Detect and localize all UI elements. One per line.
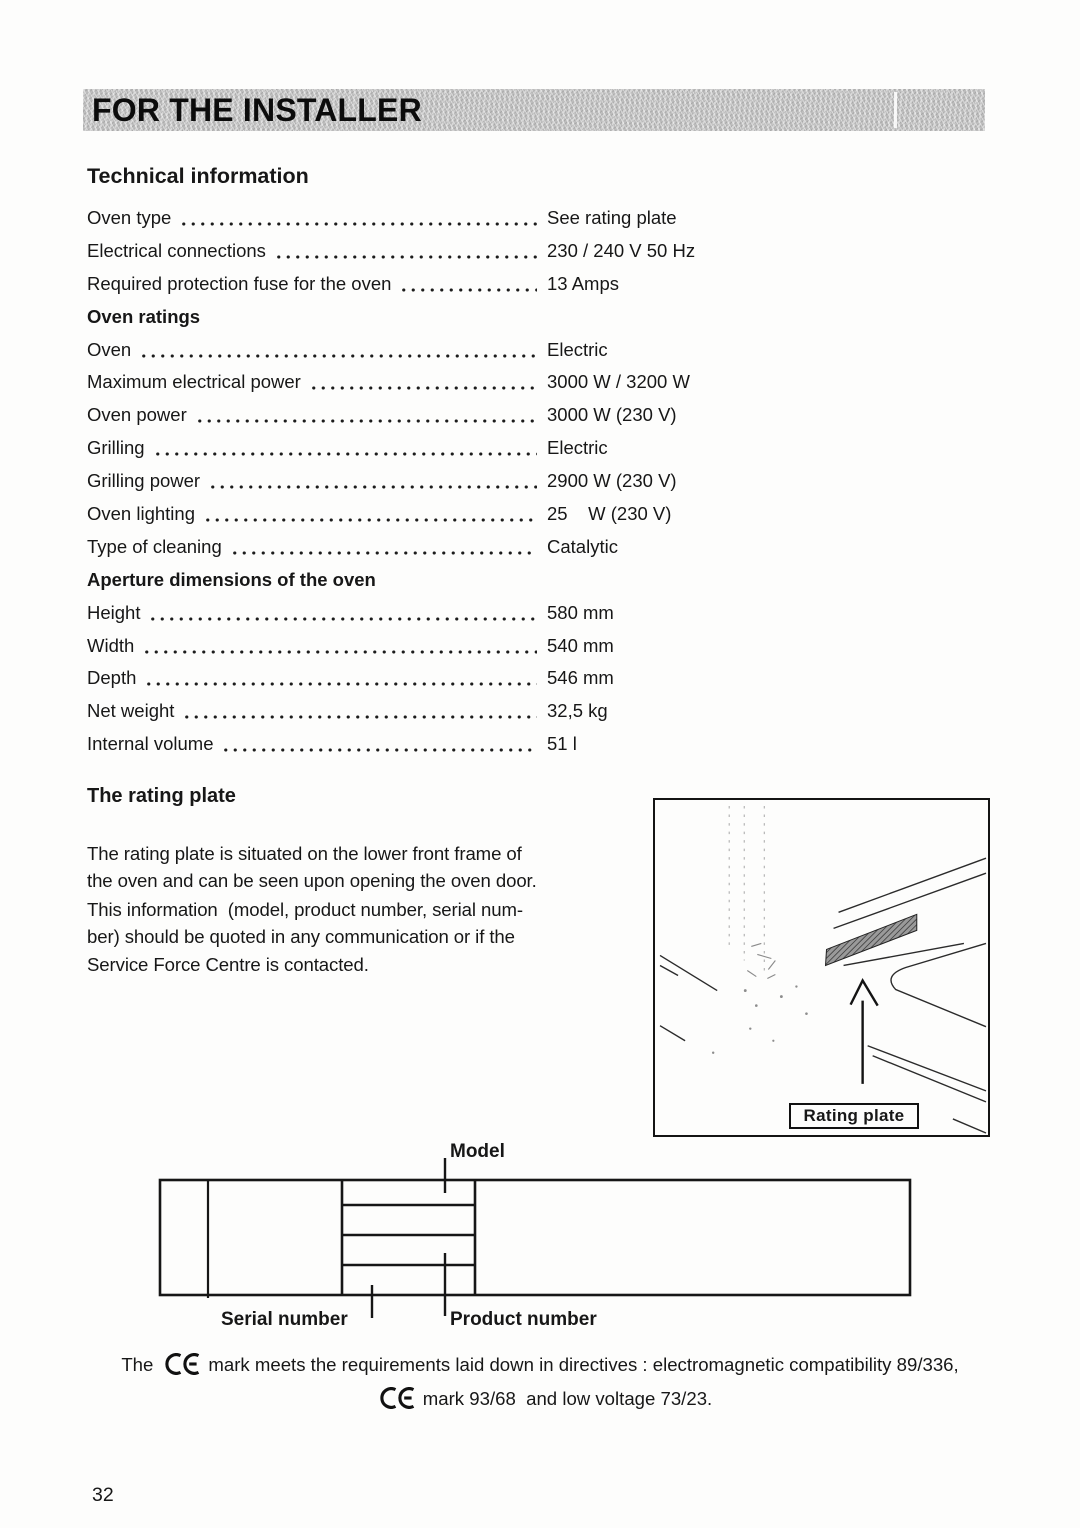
spec-row [87,235,739,268]
product-number-label: Product number [450,1309,597,1330]
rating-plate-figure [653,798,990,1137]
dotted-leader [139,334,537,367]
rating-plate-callout: Rating plate [789,1103,919,1129]
spec-value: 580 mm [547,601,614,623]
paragraph-line: The rating plate is situated on the lower front frame of [87,843,522,864]
spec-value: 3000 W / 3200 W [547,371,690,393]
rating-plate-schematic [155,1140,915,1330]
spec-row [87,334,739,367]
page-number: 32 [92,1484,114,1506]
spec-subheading [87,564,739,597]
tech-info-heading: Technical information [87,164,309,188]
spec-subheading [87,301,739,334]
spec-row [87,662,739,695]
rating-plate-heading: The rating plate [87,785,236,807]
spec-label: Oven ratings [87,305,201,327]
arrow-up-icon [851,981,878,1084]
spec-row [87,202,739,235]
spec-row [87,630,739,663]
paragraph-line: This information (model, product number, serial num- [87,899,523,920]
model-label: Model [450,1141,505,1162]
ce-compliance-note [0,1348,1080,1416]
spec-label: Oven lighting [87,503,195,525]
spec-value: See rating plate [547,207,677,228]
dotted-leader [208,465,537,498]
dotted-leader [230,531,537,564]
spec-label: Depth [87,667,137,689]
spec-label: Electrical connections [87,239,266,261]
spec-label: Net weight [87,700,175,722]
dotted-leader [142,630,537,663]
dotted-leader [274,235,537,268]
dotted-leader [153,432,537,465]
rating-plate-strip [826,914,917,965]
spec-value: 3000 W (230 V) [547,404,677,426]
spec-label: Oven [87,338,132,360]
spec-label: Aperture dimensions of the oven [87,568,376,590]
spec-value: Catalytic [547,535,618,557]
spec-value: 540 mm [547,634,614,656]
section-title: FOR THE INSTALLER [92,91,422,128]
spec-value: 32,5 kg [547,700,608,722]
spec-label: Width [87,634,135,656]
spec-value: Electric [547,338,608,360]
spec-list [87,202,739,761]
spec-row [87,597,739,630]
ce-note-line-1 [0,1348,1080,1382]
spec-label: Required protection fuse for the oven [87,272,392,294]
rating-plate-paragraph-1 [87,840,537,895]
section-header-bar [83,89,985,131]
spec-value: 546 mm [547,667,614,689]
ce-mark-icon [375,1387,416,1409]
ce-line2-post: mark 93/68 and low voltage 73/23. [422,1388,713,1409]
ce-line1-pre: The [121,1354,154,1375]
spec-row [87,399,739,432]
ce-mark-icon [160,1353,201,1375]
paragraph-line: ber) should be quoted in any communication or if the [87,926,515,948]
scan-noise [747,943,775,978]
spec-value: 2900 W (230 V) [547,470,677,492]
spec-label: Oven type [87,207,172,228]
oven-frame-lines [660,858,986,1133]
dotted-leader [144,662,537,695]
dotted-leader [182,695,537,728]
spec-label: Oven power [87,404,187,426]
spec-row [87,498,739,531]
spec-row [87,432,739,465]
spec-label: Grilling power [87,470,201,492]
spec-row [87,366,739,399]
spec-label: Grilling [87,437,145,459]
spec-row [87,728,739,761]
spec-label: Height [87,601,141,623]
ce-note-line-2 [0,1382,1080,1416]
spec-label: Internal volume [87,733,214,755]
paragraph-line: Service Force Centre is contacted. [87,953,369,975]
ce-line1-post: mark meets the requirements laid down in directives : electromagnetic compatibility 89/336, [208,1354,959,1375]
rating-plate-paragraph-2 [87,896,523,978]
spec-row [87,695,739,728]
spec-label: Maximum electrical power [87,371,301,393]
spec-row [87,268,739,301]
spec-value: 13 Amps [547,272,619,294]
rating-plate-outline [155,1140,915,1330]
scan-dots [712,985,808,1054]
dotted-leader [195,399,537,432]
spec-label: Type of cleaning [87,535,222,557]
spec-value: 230 / 240 V 50 Hz [547,239,696,261]
spec-value: 25 W (230 V) [547,503,672,525]
door-edge-lines [729,806,764,970]
serial-number-label: Serial number [221,1309,348,1330]
spec-row [87,531,739,564]
dotted-leader [179,202,537,235]
dotted-leader [221,728,537,761]
dotted-leader [309,366,537,399]
spec-value: 51 l [547,733,577,755]
spec-value: Electric [547,437,608,459]
spec-row [87,465,739,498]
dotted-leader [203,498,537,531]
oven-corner-illustration [655,800,988,1135]
paragraph-line: the oven and can be seen upon opening the oven door. [87,870,537,892]
dotted-leader [148,597,537,630]
dotted-leader [399,268,537,301]
